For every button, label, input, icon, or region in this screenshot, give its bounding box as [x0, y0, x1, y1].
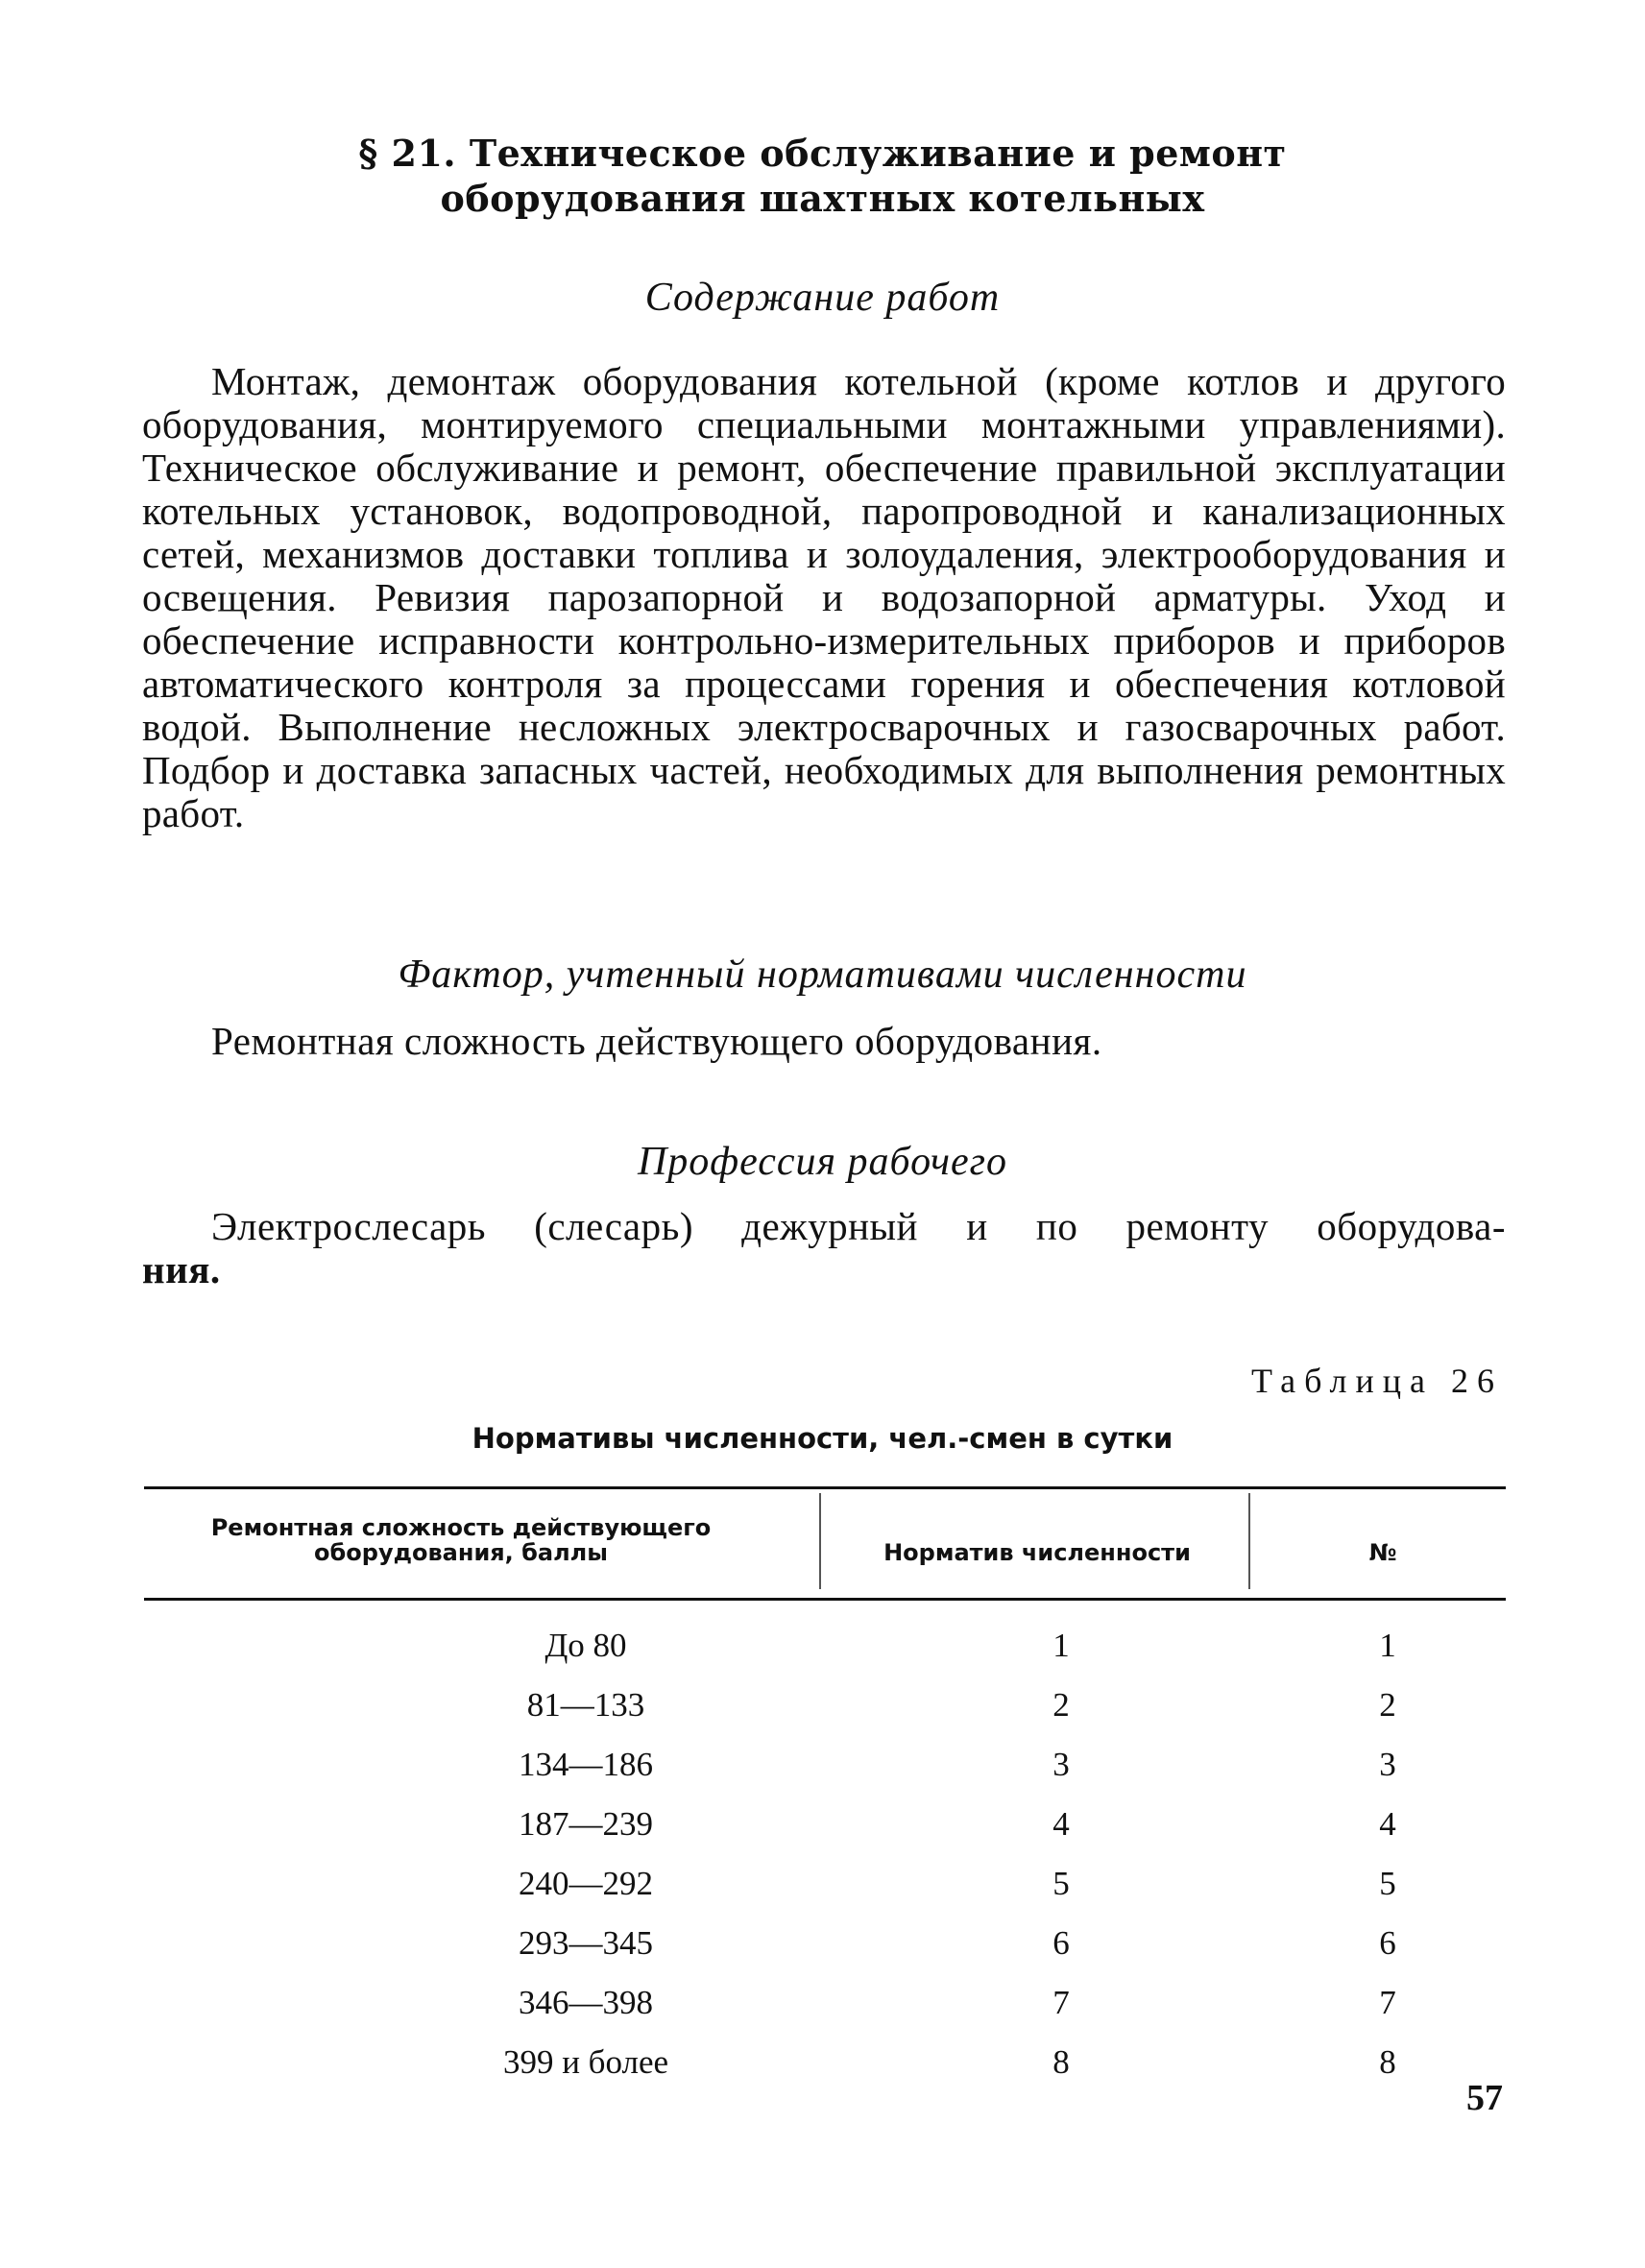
- table-title: Нормативы численности, чел.-смен в сутки: [472, 1422, 1173, 1455]
- column-header-complexity: Ремонтная сложность действующего оборудования, баллы: [210, 1514, 712, 1566]
- profession-text-line-2: ния.: [142, 1247, 221, 1291]
- row-norm: 8: [1052, 2043, 1070, 2081]
- row-range: 187—239: [519, 1805, 653, 1843]
- row-range: 134—186: [519, 1746, 653, 1783]
- table-row: [144, 1795, 1506, 1854]
- row-range: 293—345: [519, 1924, 653, 1962]
- row-number: 3: [1379, 1746, 1396, 1783]
- table-row: [144, 1735, 1506, 1795]
- section-title-line-1: § 21. Техническое обслуживание и ремонт: [358, 132, 1287, 175]
- row-number: 4: [1379, 1805, 1396, 1843]
- row-range: 240—292: [519, 1865, 653, 1902]
- column-divider-2: [1248, 1493, 1250, 1589]
- table-row: [144, 1616, 1506, 1676]
- row-number: 7: [1379, 1984, 1396, 2021]
- table-row: [144, 2033, 1506, 2092]
- page-number: 57: [1466, 2078, 1503, 2118]
- row-range: До 80: [544, 1627, 627, 1664]
- factor-text: Ремонтная сложность действующего оборудования.: [211, 1019, 1102, 1063]
- profession-text-line-1: Электрослесарь (слесарь) дежурный и по ремонту оборудова-: [211, 1204, 1506, 1248]
- column-header-number: №: [1368, 1539, 1397, 1566]
- row-number: 8: [1379, 2043, 1396, 2081]
- table-header-rule: [144, 1598, 1506, 1601]
- row-range: 81—133: [526, 1686, 645, 1724]
- row-norm: 2: [1052, 1686, 1070, 1724]
- row-number: 2: [1379, 1686, 1396, 1724]
- table-label: Таблица 26: [1251, 1362, 1503, 1400]
- row-norm: 6: [1052, 1924, 1070, 1962]
- row-number: 1: [1379, 1627, 1396, 1664]
- table-row: [144, 1914, 1506, 1973]
- table-row: [144, 1676, 1506, 1735]
- column-divider-1: [819, 1493, 821, 1589]
- row-norm: 1: [1052, 1627, 1070, 1664]
- row-number: 5: [1379, 1865, 1396, 1902]
- work-content-heading: Содержание работ: [644, 276, 1001, 320]
- row-norm: 7: [1052, 1984, 1070, 2021]
- row-range: 399 и более: [502, 2043, 669, 2081]
- row-norm: 5: [1052, 1865, 1070, 1902]
- table-row: [144, 1973, 1506, 2033]
- section-title-line-2: оборудования шахтных котельных: [440, 177, 1205, 220]
- column-header-norm: Норматив численности: [883, 1539, 1191, 1566]
- row-norm: 4: [1052, 1805, 1070, 1843]
- row-norm: 3: [1052, 1746, 1070, 1783]
- table-row: [144, 1854, 1506, 1914]
- row-number: 6: [1379, 1924, 1396, 1962]
- work-content-paragraph: Монтаж, демонтаж оборудования котельной (кроме котлов и другого оборудования, монтируемого специальными монтажными управлениями). Техническое обслуживание и ремонт, обеспечение правильной эксплуатации котельных установок, водопроводной, паропроводной и канализационных сетей, механизмов доставки топлива и золоудаления, электрооборудования и освещения. Ревизия парозапорной и водозапорной арматуры. Уход и обеспечение исправности контрольно-измерительных приборов и приборов автоматического контроля за процессами горения и обеспечения котловой водой. Выполнение несложных электросварочных и газосварочных работ. Подбор и доставка запасных частей, необходимых для выполнения ремонтных работ.: [142, 359, 1506, 835]
- table-top-rule: [144, 1486, 1506, 1489]
- profession-heading: Профессия рабочего: [637, 1140, 1008, 1184]
- factor-heading: Фактор, учтенный нормативами численности: [398, 953, 1247, 997]
- row-range: 346—398: [519, 1984, 653, 2021]
